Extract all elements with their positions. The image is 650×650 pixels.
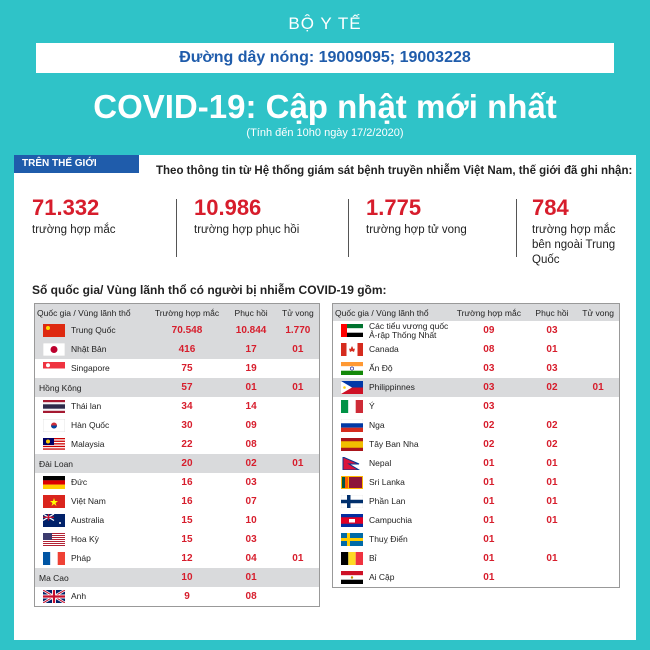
cases-cell: 57 [149,378,226,397]
deaths-cell [577,397,619,416]
flag-de-icon [43,476,65,489]
flag-au-icon [43,514,65,527]
divider [516,199,517,257]
cases-cell: 30 [181,420,193,431]
country-name: Ai Cập [369,571,395,582]
cases-cell: 416 [149,340,226,359]
country-cell [333,549,452,568]
deaths-cell [277,587,320,607]
cases-cell: 10 [149,568,226,587]
cases-cell: 12 [181,553,193,564]
flag-fi-icon [341,495,363,508]
country-name: Bỉ [369,552,377,563]
recovered-cell: 08 [245,591,257,602]
deaths-cell [577,416,619,435]
country-cell [35,511,149,530]
deaths-cell [277,473,320,492]
country-table-right [332,303,620,588]
stat-recovered [194,195,344,265]
deaths-cell [277,511,320,530]
country-cell [35,435,149,454]
recovered-cell: 01 [546,477,558,488]
stat-deaths [366,195,506,265]
country-cell [333,359,452,378]
flag-th-icon [43,400,65,413]
country-cell [333,321,452,340]
table-row [35,359,320,378]
page-title: COVID-19: Cập nhật mới nhất [93,88,557,125]
country-name: Nepal [369,457,392,468]
col-cases: Trường hợp mắc [149,304,226,322]
country-name: Tây Ban Nha [369,438,419,449]
country-name: Trung Quốc [71,324,116,335]
col-recovered: Phục hồi [527,304,578,322]
country-name: Australia [71,514,105,525]
table-row [35,416,320,435]
cases-cell: 16 [181,477,193,488]
cases-cell: 03 [451,378,527,397]
cases-cell: 01 [483,553,495,564]
cases-cell: 03 [483,401,495,412]
deaths-cell [277,416,320,435]
country-cell [35,492,149,511]
table-row [333,549,620,568]
country-cell [333,378,452,397]
recovered-cell: 01 [546,496,558,507]
deaths-cell [577,568,619,588]
flag-cn-icon [43,324,65,337]
intro-text: Theo thông tin từ Hệ thống giám sát bệnh truyền nhiễm Việt Nam, thế giới đã ghi nhận: [156,165,633,177]
country-cell [35,530,149,549]
flag-ru-icon [341,419,363,432]
table-row [35,397,320,416]
country-cell [35,454,149,473]
stat-cases-number: 71.332 [32,195,100,220]
recovered-cell: 01 [546,458,558,469]
cases-cell: 01 [483,572,495,583]
stat-deaths-number: 1.775 [366,195,422,220]
flag-jp-icon [43,343,65,356]
country-name: Hàn Quốc [71,419,110,430]
deaths-cell: 01 [577,378,619,397]
flag-ae-icon [341,324,363,337]
flag-it-icon [341,400,363,413]
flag-np-icon [341,457,363,470]
table-row [333,473,620,492]
recovered-cell: 02 [225,454,276,473]
table-row [35,435,320,454]
cases-cell: 01 [483,515,495,526]
recovered-cell [527,397,578,416]
country-name: Anh [71,590,87,601]
cases-cell: 15 [181,534,193,545]
recovered-cell: 02 [546,439,558,450]
table-row [333,397,620,416]
col-recovered: Phục hồi [225,304,276,322]
cases-cell: 02 [483,439,495,450]
table-row [35,587,320,607]
recovered-cell: 03 [245,477,257,488]
deaths-cell: 1.770 [277,321,320,340]
recovered-cell: 01 [225,568,276,587]
country-cell [333,340,452,359]
recovered-cell: 01 [546,344,558,355]
country-name: Nga [369,419,385,430]
table-row [35,568,320,587]
recovered-cell: 08 [245,439,257,450]
country-cell [35,397,149,416]
flag-gb-icon [43,590,65,603]
country-cell [35,359,149,378]
country-name: Phần Lan [369,495,406,506]
deaths-cell [277,435,320,454]
col-deaths: Tử vong [577,304,619,322]
country-cell [333,454,452,473]
country-name: Hoa Kỳ [71,533,99,544]
deaths-cell: 01 [277,454,320,473]
deaths-cell [577,435,619,454]
flag-be-icon [341,552,363,565]
deaths-cell [577,359,619,378]
country-name: Hồng Kông [39,382,82,393]
table-row [333,568,620,588]
deaths-cell [577,473,619,492]
country-cell [35,340,149,359]
country-cell [35,416,149,435]
table-row [35,378,320,397]
flag-lk-icon [341,476,363,489]
table-row [35,473,320,492]
divider [176,199,177,257]
stat-outside-number: 784 [532,195,569,220]
recovered-cell: 01 [546,515,558,526]
deaths-cell [577,492,619,511]
country-name: Việt Nam [71,495,106,506]
stat-recovered-label: trường hợp phục hồi [194,224,300,236]
table-row [333,321,620,340]
page-subtitle: (Tính đến 10h0 ngày 17/2/2020) [246,127,404,139]
country-cell [333,492,452,511]
deaths-cell [277,530,320,549]
stat-deaths-label: trường hợp tử vong [366,224,467,236]
country-name: Ấn Độ [369,362,393,373]
recovered-cell: 10.844 [225,321,276,340]
country-name: Thuỵ Điển [369,533,408,544]
content-panel [14,155,636,640]
recovered-cell [527,530,578,549]
stat-outside-label: trường hợp mắc bên ngoài Trung Quốc [532,224,616,266]
table-row [333,340,620,359]
stat-outside-china [532,195,627,265]
cases-cell: 15 [181,515,193,526]
stat-cases-label: trường hợp mắc [32,224,116,236]
cases-cell: 01 [483,496,495,507]
table-row [333,378,620,397]
country-cell [333,435,452,454]
country-table-left [34,303,320,607]
deaths-cell [277,397,320,416]
deaths-cell: 01 [277,340,320,359]
brand-logo: BỘ Y TẾ [288,14,362,33]
country-name: Philippinnes [369,381,415,392]
table-row [35,340,320,359]
table-row [333,530,620,549]
country-cell [333,568,452,588]
recovered-cell: 09 [245,420,257,431]
cases-cell: 22 [181,439,193,450]
flag-fr-icon [43,552,65,565]
deaths-cell [277,492,320,511]
deaths-cell [577,549,619,568]
flag-vn-icon [43,495,65,508]
country-cell [333,416,452,435]
flag-se-icon [341,533,363,546]
recovered-cell: 14 [245,401,257,412]
recovered-cell: 03 [546,363,558,374]
recovered-cell: 04 [245,553,257,564]
col-country: Quốc gia / Vùng lãnh thổ [35,304,149,322]
country-cell [35,568,149,587]
recovered-cell: 17 [225,340,276,359]
stats-row [32,195,622,265]
deaths-cell [577,340,619,359]
country-name: Thái lan [71,400,102,411]
country-name: Ý [369,400,375,411]
table-row [35,549,320,568]
country-cell [35,378,149,397]
country-name: Đức [71,476,88,487]
col-deaths: Tử vong [277,304,320,322]
deaths-cell [277,359,320,378]
country-name: Canada [369,343,399,354]
divider [348,199,349,257]
table-row [35,454,320,473]
recovered-cell: 01 [546,553,558,564]
flag-es-icon [341,438,363,451]
deaths-cell [277,568,320,587]
country-cell [35,587,149,607]
recovered-cell: 02 [546,420,558,431]
cases-cell: 01 [483,534,495,545]
stat-recovered-number: 10.986 [194,195,262,220]
country-name: Malaysia [71,438,105,449]
deaths-cell [577,511,619,530]
deaths-cell: 01 [277,378,320,397]
recovered-cell: 02 [527,378,578,397]
country-name: Singapore [71,362,110,373]
deaths-cell: 01 [292,553,304,564]
flag-us-icon [43,533,65,546]
flag-sg-icon [43,362,65,375]
cases-cell: 75 [181,363,193,374]
cases-cell: 03 [483,363,495,374]
country-name: Campuchia [369,514,412,525]
table-row [333,492,620,511]
country-name: Các tiểu vương quốc Ả-rập Thống Nhất [369,320,449,340]
section-tag: TRÊN THẾ GIỚI [14,155,139,173]
recovered-cell: 03 [245,534,257,545]
country-name: Sri Lanka [369,476,405,487]
country-name: Ma Cao [39,572,69,583]
country-name: Nhật Bản [71,343,107,354]
hotline-banner: Đường dây nóng: 19009095; 19003228 [36,43,614,73]
flag-my-icon [43,438,65,451]
col-cases: Trường hợp mắc [451,304,527,322]
country-cell [35,549,149,568]
recovered-cell: 10 [245,515,257,526]
table-row [333,454,620,473]
cases-cell: 34 [181,401,193,412]
flag-ca-icon [341,343,363,356]
col-country: Quốc gia / Vùng lãnh thổ [333,304,452,322]
cases-cell: 9 [184,591,190,602]
flag-ph-icon [341,381,363,394]
recovered-cell: 01 [225,378,276,397]
cases-cell: 08 [483,344,495,355]
flag-in-icon [341,362,363,375]
country-cell [333,473,452,492]
table-row [35,530,320,549]
cases-cell: 20 [149,454,226,473]
table-row [35,321,320,340]
table-row [35,511,320,530]
table-row [333,435,620,454]
recovered-cell [527,568,578,588]
deaths-cell [577,530,619,549]
table-row [333,416,620,435]
table-row [333,359,620,378]
table-row [35,492,320,511]
cases-cell: 01 [483,477,495,488]
country-name: Pháp [71,552,91,563]
country-cell [35,321,149,340]
countries-title: Số quốc gia/ Vùng lãnh thổ có người bị nhiễm COVID-19 gồm: [32,283,387,297]
deaths-cell [577,454,619,473]
country-name: Đài Loan [39,458,74,469]
cases-cell: 09 [483,325,495,336]
country-cell [35,473,149,492]
flag-kr-icon [43,419,65,432]
table-row [333,511,620,530]
recovered-cell: 03 [546,325,558,336]
recovered-cell: 19 [245,363,257,374]
stat-cases [32,195,172,265]
cases-cell: 16 [181,496,193,507]
flag-eg-icon [341,571,363,584]
country-cell [333,511,452,530]
flag-kh-icon [341,514,363,527]
recovered-cell: 07 [245,496,257,507]
deaths-cell [577,321,619,340]
cases-cell: 02 [483,420,495,431]
country-cell [333,397,452,416]
country-cell [333,530,452,549]
cases-cell: 01 [483,458,495,469]
cases-cell: 70.548 [149,321,226,340]
